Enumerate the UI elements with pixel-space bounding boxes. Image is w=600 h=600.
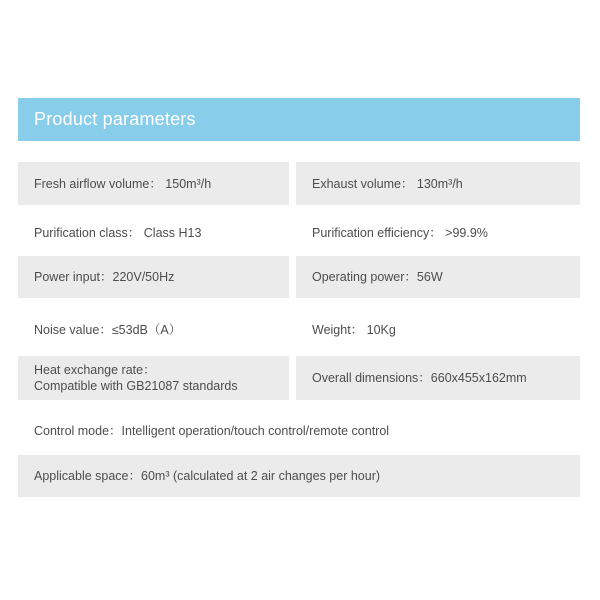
param-purification-efficiency (296, 211, 580, 254)
param-exhaust-volume-text: Exhaust volume： 130m³/h (312, 176, 463, 191)
param-operating-power-text: Operating power：56W (312, 270, 443, 284)
param-exhaust-volume (296, 162, 580, 205)
section-header (18, 98, 580, 141)
param-purification-efficiency-text: Purification efficiency： >99.9% (312, 225, 488, 240)
param-purification-class-text: Purification class： Class H13 (34, 225, 202, 240)
param-heat-exchange-line2: Compatible with GB21087 standards (34, 379, 238, 393)
param-weight-text: Weight： 10Kg (312, 322, 396, 337)
param-overall-dimensions (296, 356, 580, 400)
param-noise-value (18, 308, 289, 351)
param-weight (296, 308, 580, 351)
param-power-input-text: Power input：220V/50Hz (34, 270, 175, 284)
param-purification-class (18, 211, 289, 254)
param-operating-power (296, 256, 580, 298)
param-fresh-airflow-text: Fresh airflow volume： 150m³/h (34, 176, 212, 191)
param-overall-dimensions-text: Overall dimensions：660x455x162mm (312, 371, 527, 385)
param-power-input (18, 256, 289, 298)
section-title: Product parameters (34, 109, 196, 129)
param-heat-exchange-line1: Heat exchange rate： (34, 363, 156, 377)
param-noise-value-text: Noise value：≤53dB（A） (34, 322, 182, 337)
param-control-mode (18, 409, 580, 452)
param-fresh-airflow (18, 162, 289, 205)
param-control-mode-text: Control mode：Intelligent operation/touch control/remote control (34, 423, 390, 438)
param-applicable-space (18, 455, 580, 497)
param-heat-exchange (18, 356, 289, 400)
param-applicable-space-text: Applicable space：60m³ (calculated at 2 air changes per hour) (34, 469, 381, 483)
